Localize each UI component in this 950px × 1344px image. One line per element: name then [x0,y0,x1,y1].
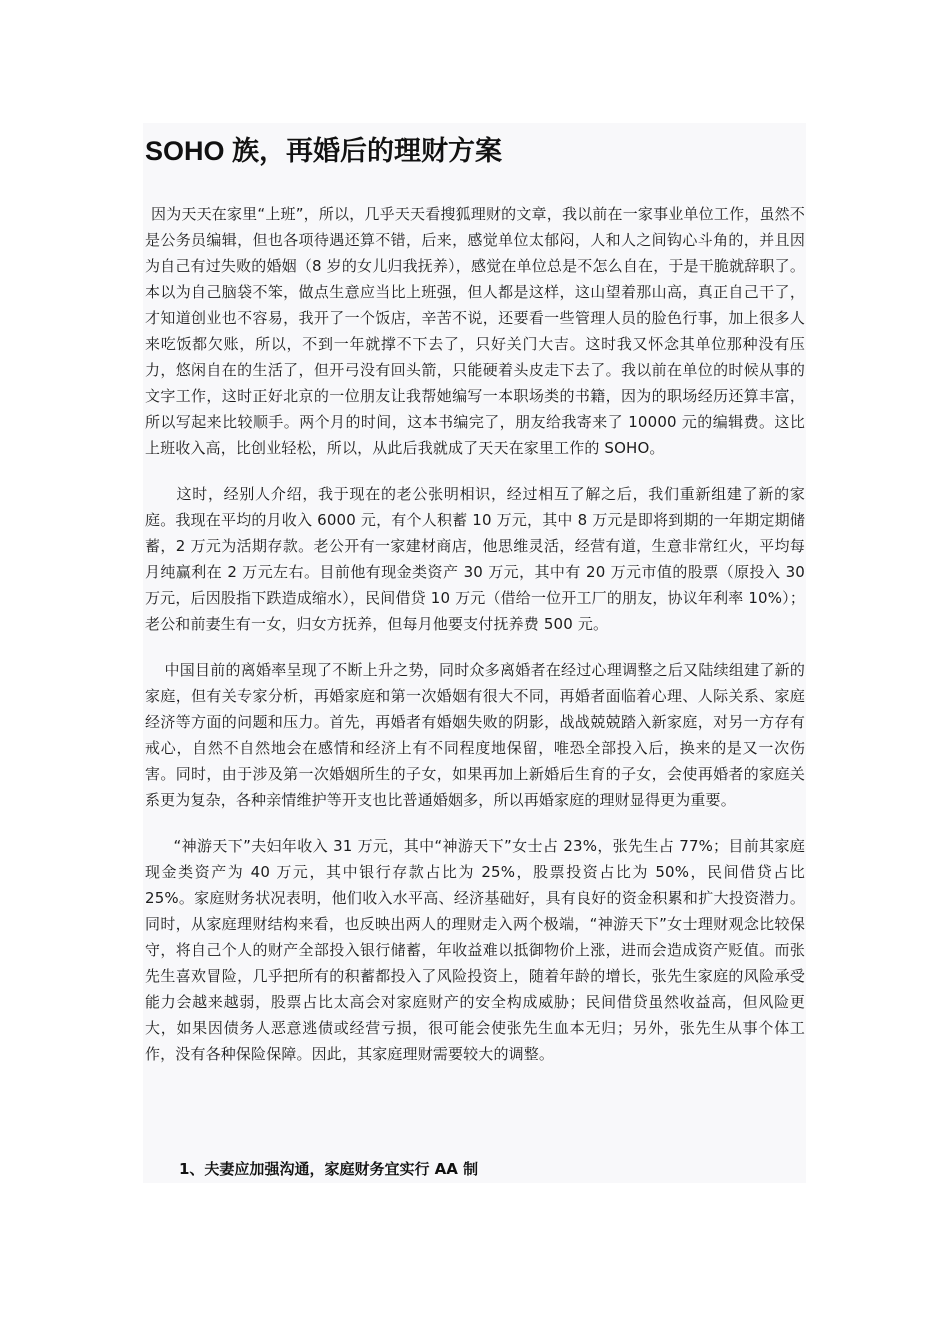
paragraph-financial-assessment: “神游天下”夫妇年收入 31 万元，其中“神游天下”女士占 23%，张先生占 77%；目前其家庭现金类资产为 40 万元，其中银行存款占比为 25%，股票投资占比为 50%，民间借贷占比 25%。家庭财务状况表明，他们收入水平高、经济基础好，具有良好的资金积累和扩大投资潜力。同时，从家庭理财结构来看，也反映出两人的理财走入两个极端，“神游天下”女士理财观念比较保守，将自己个人的财产全部投入银行储蓄，年收益难以抵御物价上涨，进而会造成资产贬值。而张先生喜欢冒险，几乎把所有的积蓄都投入了风险投资上，随着年龄的增长，张先生家庭的风险承受能力会越来越弱，股票占比太高会对家庭财产的安全构成威胁；民间借贷虽然收益高，但风险更大，如果因债务人恶意逃债或经营亏损，很可能会使张先生血本无归；另外，张先生从事个体工作，没有各种保险保障。因此，其家庭理财需要较大的调整。 [145,837,805,1063]
paragraph-remarriage-analysis: 中国目前的离婚率呈现了不断上升之势，同时众多离婚者在经过心理调整之后又陆续组建了新的家庭，但有关专家分析，再婚家庭和第一次婚姻有很大不同，再婚者面临着心理、人际关系、家庭经济等方面的问题和压力。首先，再婚者有婚姻失败的阴影，战战兢兢踏入新家庭，对另一方存有戒心，自然不自然地会在感情和经济上有不同程度地保留，唯恐全部投入后，换来的是又一次伤害。同时，由于涉及第一次婚姻所生的子女，如果再加上新婚后生育的子女，会使再婚者的家庭关系更为复杂，各种亲情维护等开支也比普通婚姻多，所以再婚家庭的理财显得更为重要。 [145,661,805,809]
paragraph-family-finances: 这时，经别人介绍，我于现在的老公张明相识，经过相互了解之后，我们重新组建了新的家庭。我现在平均的月收入 6000 元，有个人积蓄 10 万元，其中 8 万元是即将到期的一年期定期储蓄，2 万元为活期存款。老公开有一家建材商店，他思维灵活，经营有道，生意非常红火，平均每月纯赢利在 2 万元左右。目前他有现金类资产 30 万元，其中有 20 万元市值的股票（原投入 30 万元，后因股指下跌造成缩水），民间借贷 10 万元（借给一位开工厂的朋友，协议年利率 10%）；老公和前妻生有一女，归女方抚养，但每月他要支付抚养费 500 元。 [145,485,805,633]
section-heading: 1、夫妻应加强沟通，家庭财务宜实行 AA 制 [179,1160,479,1178]
page-title: SOHO 族，再婚后的理财方案 [145,136,503,166]
article [143,123,806,1183]
paragraph-background: 因为天天在家里“上班”，所以，几乎天天看搜狐理财的文章，我以前在一家事业单位工作，虽然不是公务员编辑，但也各项待遇还算不错，后来，感觉单位太郁闷，人和人之间钩心斗角的，并且因为自己有过失败的婚姻（8 岁的女儿归我抚养），感觉在单位总是不怎么自在，于是干脆就辞职了。本以为自己脑袋不笨，做点生意应当比上班强，但人都是这样，这山望着那山高，真正自己干了，才知道创业也不容易，我开了一个饭店，辛苦不说，还要看一些管理人员的脸色行事，加上很多人来吃饭都欠账，所以，不到一年就撑不下去了，只好关门大吉。这时我又怀念其单位那种没有压力，悠闲自在的生活了，但开弓没有回头箭，只能硬着头皮走下去了。我以前在单位的时候从事的文字工作，这时正好北京的一位朋友让我帮她编写一本职场类的书籍，因为的职场经历还算丰富，所以写起来比较顺手。两个月的时间，这本书编完了，朋友给我寄来了 10000 元的编辑费。这比上班收入高，比创业轻松，所以，从此后我就成了天天在家里工作的 SOHO。 [145,205,805,457]
